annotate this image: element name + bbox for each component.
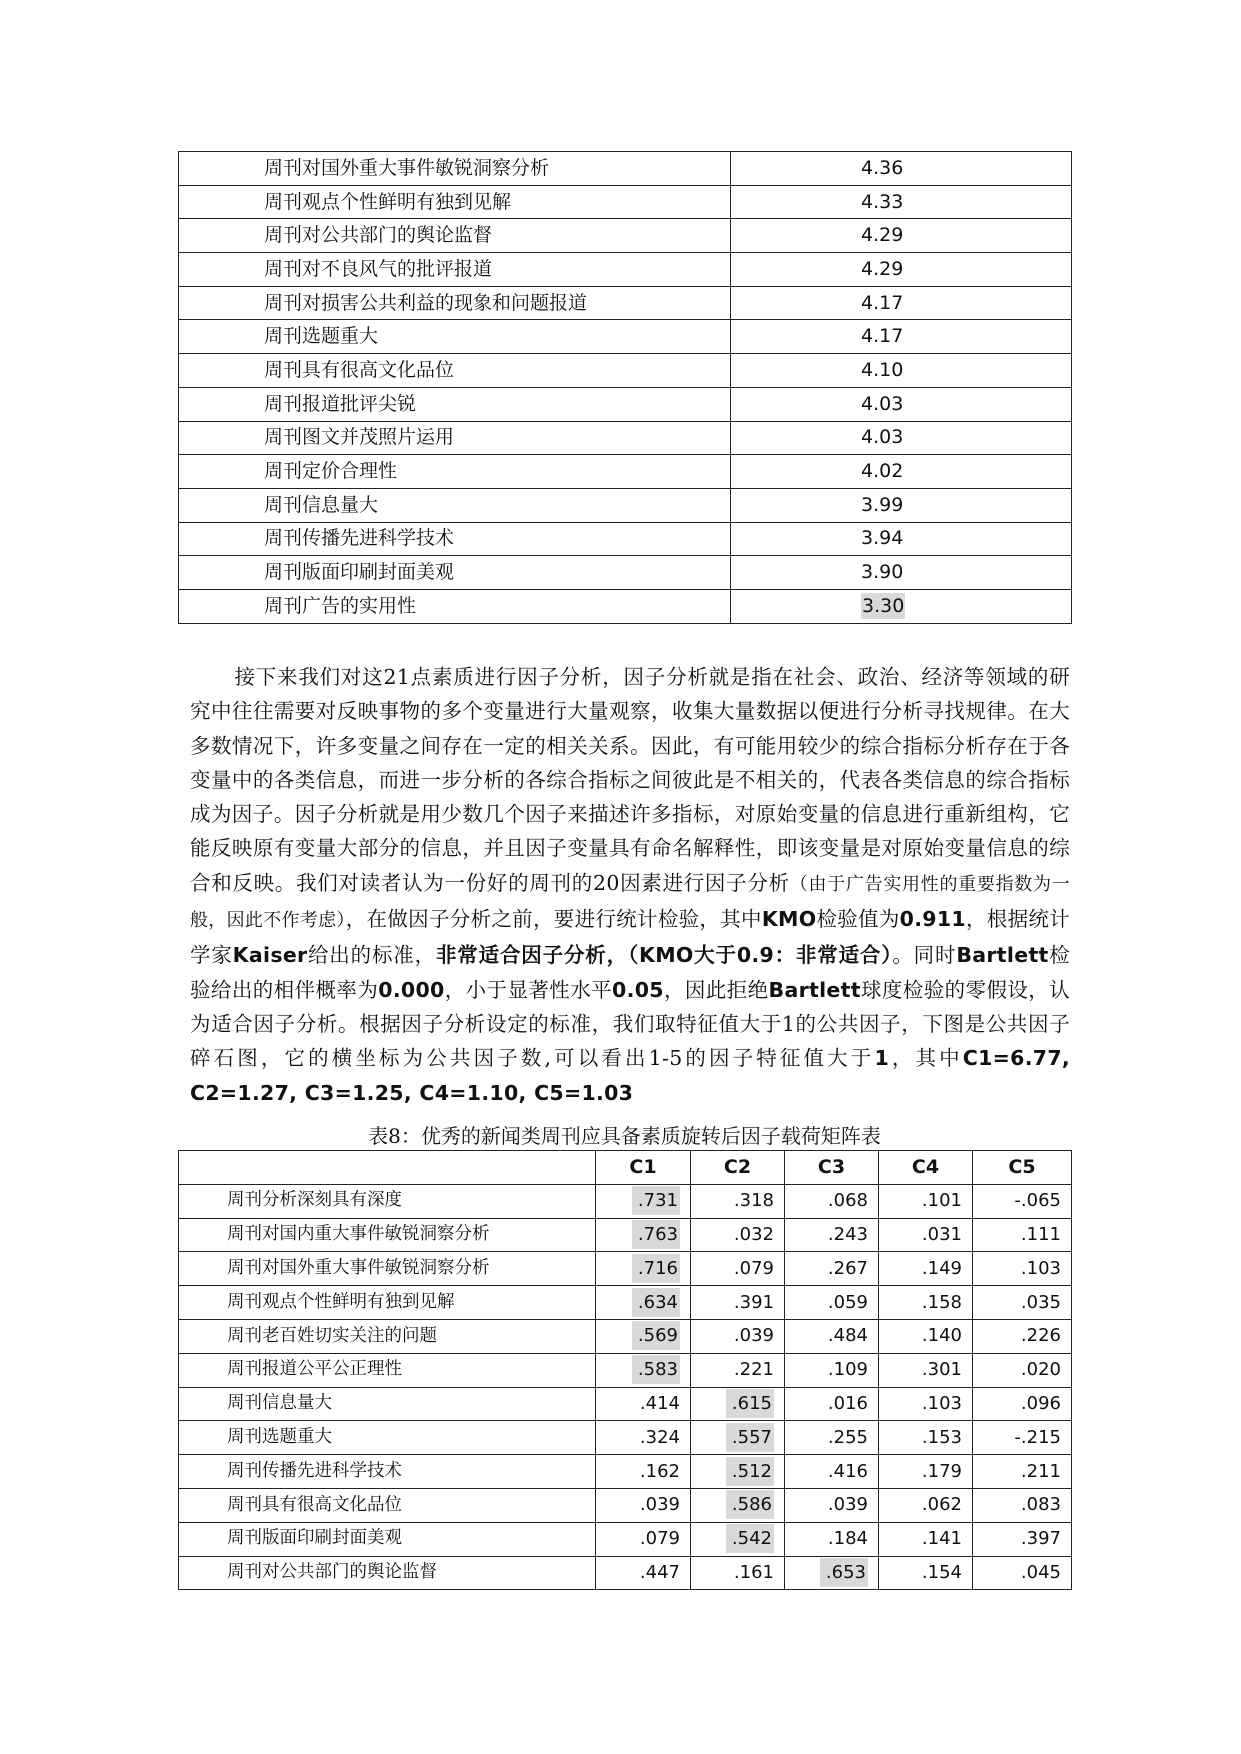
item-label: 周刊信息量大 (179, 1387, 596, 1421)
loading-cell: .032 (691, 1218, 785, 1252)
table-row (179, 421, 1072, 455)
loading-cell: .140 (879, 1319, 973, 1353)
table-caption: 表8：优秀的新闻类周刊应具备素质旋转后因子载荷矩阵表 (368, 1124, 881, 1148)
item-label: 周刊观点个性鲜明有独到见解 (179, 185, 731, 219)
loading-cell: .103 (973, 1252, 1072, 1286)
table-row (179, 1455, 1072, 1489)
loading-cell: .096 (973, 1387, 1072, 1421)
item-label: 周刊报道批评尖锐 (179, 387, 731, 421)
table-row (179, 1522, 1072, 1556)
loading-cell: .153 (879, 1421, 973, 1455)
loading-cell: .039 (691, 1319, 785, 1353)
loading-cell: .158 (879, 1286, 973, 1320)
column-header: C5 (973, 1151, 1072, 1185)
importance-table (178, 151, 1072, 624)
loading-cell: .035 (973, 1286, 1072, 1320)
item-score: 4.29 (731, 253, 1072, 287)
bold-term: 0.05 (612, 977, 664, 1002)
loading-cell: .045 (973, 1556, 1072, 1590)
item-score (731, 589, 1072, 623)
item-label: 周刊对损害公共利益的现象和问题报道 (179, 286, 731, 320)
item-score: 3.90 (731, 556, 1072, 590)
bold-term: Kaiser (232, 943, 308, 968)
table-row (179, 1184, 1072, 1218)
table-row (179, 522, 1072, 556)
loading-cell: .318 (691, 1184, 785, 1218)
loading-cell: .414 (596, 1387, 691, 1421)
table-row (179, 354, 1072, 388)
loading-cell: .039 (596, 1488, 691, 1522)
loading-cell: .243 (785, 1218, 879, 1252)
paragraph-text: 。同时 (892, 943, 957, 968)
loading-cell: .162 (596, 1455, 691, 1489)
loading-cell: -.215 (973, 1421, 1072, 1455)
highlighted-loading: .569 (632, 1321, 680, 1350)
loading-cell (691, 1522, 785, 1556)
item-score: 4.02 (731, 455, 1072, 489)
item-label: 周刊传播先进科学技术 (179, 522, 731, 556)
loading-cell: .301 (879, 1353, 973, 1387)
column-header: C4 (879, 1151, 973, 1185)
loading-cell: .083 (973, 1488, 1072, 1522)
table-row (179, 488, 1072, 522)
loading-cell: .109 (785, 1353, 879, 1387)
loading-cell: .062 (879, 1488, 973, 1522)
bold-term: 0.911 (899, 907, 966, 932)
item-label: 周刊信息量大 (179, 488, 731, 522)
paragraph-text: 检验值为 (816, 907, 900, 932)
item-label: 周刊定价合理性 (179, 455, 731, 489)
item-label: 周刊版面印刷封面美观 (179, 556, 731, 590)
paragraph-text: ，因此拒绝 (663, 977, 769, 1002)
item-label: 周刊对国外重大事件敏锐洞察分析 (179, 152, 731, 186)
item-label: 周刊对国内重大事件敏锐洞察分析 (179, 1218, 596, 1252)
table-row (179, 1421, 1072, 1455)
table-row (179, 1218, 1072, 1252)
highlighted-loading: .716 (632, 1254, 680, 1283)
item-label: 周刊分析深刻具有深度 (179, 1184, 596, 1218)
loading-cell (785, 1556, 879, 1590)
loading-cell: .016 (785, 1387, 879, 1421)
table-row (179, 185, 1072, 219)
loading-cell: .079 (691, 1252, 785, 1286)
table-row (179, 1387, 1072, 1421)
table-row (179, 1488, 1072, 1522)
table-row (179, 152, 1072, 186)
item-score: 4.17 (731, 286, 1072, 320)
loading-cell: .226 (973, 1319, 1072, 1353)
bold-term: 0.000 (378, 977, 445, 1002)
item-score: 4.33 (731, 185, 1072, 219)
item-label: 周刊具有很高文化品位 (179, 1488, 596, 1522)
item-score: 4.10 (731, 354, 1072, 388)
item-label: 周刊对公共部门的舆论监督 (179, 219, 731, 253)
item-score: 4.36 (731, 152, 1072, 186)
highlighted-loading: .512 (726, 1457, 774, 1486)
item-label: 周刊版面印刷封面美观 (179, 1522, 596, 1556)
paragraph-text: ，在做因子分析之前，要进行统计检验，其中 (345, 907, 762, 932)
column-header: C2 (691, 1151, 785, 1185)
loading-cell: .391 (691, 1286, 785, 1320)
body-paragraph (190, 660, 1070, 1110)
highlighted-loading: .615 (726, 1389, 774, 1418)
highlighted-score: 3.30 (862, 594, 905, 617)
bold-term: 1 (874, 1046, 890, 1071)
loading-cell (691, 1387, 785, 1421)
loading-cell: .179 (879, 1455, 973, 1489)
factor-loading-table (178, 1150, 1072, 1590)
loading-cell (596, 1218, 691, 1252)
item-label: 周刊图文并茂照片运用 (179, 421, 731, 455)
loading-cell: .447 (596, 1556, 691, 1590)
paragraph-text: ，小于显著性水平 (444, 977, 613, 1002)
loading-cell: .068 (785, 1184, 879, 1218)
loading-cell: .059 (785, 1286, 879, 1320)
bold-term: Bartlett (768, 977, 861, 1002)
loading-cell: .154 (879, 1556, 973, 1590)
loading-cell: .221 (691, 1353, 785, 1387)
loading-cell: .255 (785, 1421, 879, 1455)
bold-term: Bartlett (956, 943, 1049, 968)
table-row (179, 1319, 1072, 1353)
loading-cell: .020 (973, 1353, 1072, 1387)
paragraph-text: 球度检验的零假设，认为适合因子分析。根据因子分析设定的标准，我们取特征值大于1的公共因子，下图是公共因子碎石图，它的横坐标为公共因子数,可以看出1-5的因子特征值大于 (190, 977, 1071, 1071)
loading-cell (596, 1353, 691, 1387)
table-row (179, 1252, 1072, 1286)
paragraph-text: 给出的标准， (307, 943, 436, 968)
item-label: 周刊传播先进科学技术 (179, 1455, 596, 1489)
loading-cell: .416 (785, 1455, 879, 1489)
table-row (179, 589, 1072, 623)
loading-cell: .267 (785, 1252, 879, 1286)
loading-cell (596, 1319, 691, 1353)
paragraph-text: 接下来我们对这21点素质进行因子分析，因子分析就是指在社会、政治、经济等领域的研究中往往需要对反映事物的多个变量进行大量观察，收集大量数据以便进行分析寻找规律。在大多数情况下，许多变量之间存在一定的相关关系。因此，有可能用较少的综合指标分析存在于各变量中的各类信息，而进一步分析的各综合指标之间彼此是不相关的，代表各类信息的综合指标成为因子。因子分析就是用少数几个因子来描述许多指标，对原始变量的信息进行重新组构，它能反映原有变量大部分的信息，并且因子变量具有命名解释性，即该变量是对原始变量信息的综合和反映。我们对读者认为一份好的周刊的20因素进行因子分析 (190, 665, 1070, 895)
item-label: 周刊报道公平公正理性 (179, 1353, 596, 1387)
highlighted-loading: .542 (726, 1524, 774, 1553)
bold-term: KMO (761, 907, 817, 932)
item-score: 4.03 (731, 387, 1072, 421)
item-label: 周刊广告的实用性 (179, 589, 731, 623)
column-header (179, 1151, 596, 1185)
loading-cell: .161 (691, 1556, 785, 1590)
loading-cell: .079 (596, 1522, 691, 1556)
paragraph-text: 检验给出的相伴概率为 (190, 943, 1070, 1002)
highlighted-loading: .763 (632, 1220, 680, 1249)
loading-cell: .101 (879, 1184, 973, 1218)
highlighted-loading: .557 (726, 1423, 774, 1452)
item-label: 周刊老百姓切实关注的问题 (179, 1319, 596, 1353)
item-label: 周刊对不良风气的批评报道 (179, 253, 731, 287)
item-score: 3.99 (731, 488, 1072, 522)
item-score: 4.29 (731, 219, 1072, 253)
loading-cell (596, 1184, 691, 1218)
item-label: 周刊具有很高文化品位 (179, 354, 731, 388)
paragraph-note: （由于广告实用性的重要指数为一般，因此不作考虑） (190, 873, 1070, 932)
table-row (179, 387, 1072, 421)
loading-cell: .111 (973, 1218, 1072, 1252)
table-row (179, 455, 1072, 489)
highlighted-loading: .583 (632, 1355, 680, 1384)
table-row (179, 320, 1072, 354)
bold-term: C1=6.77, C2=1.27, C3=1.25, C4=1.10, C5=1.03 (190, 1046, 1071, 1105)
item-label: 周刊观点个性鲜明有独到见解 (179, 1286, 596, 1320)
loading-cell: .184 (785, 1522, 879, 1556)
loading-cell (691, 1488, 785, 1522)
paragraph-text: ，根据统计学家 (190, 907, 1071, 968)
table-row (179, 1353, 1072, 1387)
item-score: 3.94 (731, 522, 1072, 556)
loading-cell: .324 (596, 1421, 691, 1455)
loading-cell: .039 (785, 1488, 879, 1522)
column-header: C3 (785, 1151, 879, 1185)
loading-cell (596, 1252, 691, 1286)
loading-cell (596, 1286, 691, 1320)
table-row (179, 556, 1072, 590)
highlighted-loading: .731 (632, 1186, 680, 1215)
item-label: 周刊对公共部门的舆论监督 (179, 1556, 596, 1590)
item-label: 周刊选题重大 (179, 320, 731, 354)
bold-term: 非常适合因子分析，（KMO大于0.9：非常适合） (435, 943, 893, 968)
table-row (179, 219, 1072, 253)
column-header: C1 (596, 1151, 691, 1185)
item-label: 周刊选题重大 (179, 1421, 596, 1455)
loading-cell: .484 (785, 1319, 879, 1353)
item-score: 4.17 (731, 320, 1072, 354)
table-row (179, 253, 1072, 287)
item-label: 周刊对国外重大事件敏锐洞察分析 (179, 1252, 596, 1286)
paragraph-text: ，其中 (889, 1046, 963, 1071)
table-row (179, 1556, 1072, 1590)
highlighted-loading: .653 (820, 1558, 868, 1587)
loading-cell: .149 (879, 1252, 973, 1286)
highlighted-loading: .586 (726, 1490, 774, 1519)
item-score: 4.03 (731, 421, 1072, 455)
table-header-row (179, 1151, 1072, 1185)
loading-cell (691, 1421, 785, 1455)
loading-cell: .211 (973, 1455, 1072, 1489)
loading-cell: .031 (879, 1218, 973, 1252)
loading-cell: .103 (879, 1387, 973, 1421)
loading-cell: .397 (973, 1522, 1072, 1556)
table-row (179, 1286, 1072, 1320)
table-row (179, 286, 1072, 320)
loading-cell: .141 (879, 1522, 973, 1556)
loading-cell (691, 1455, 785, 1489)
highlighted-loading: .634 (632, 1288, 680, 1317)
loading-cell: -.065 (973, 1184, 1072, 1218)
